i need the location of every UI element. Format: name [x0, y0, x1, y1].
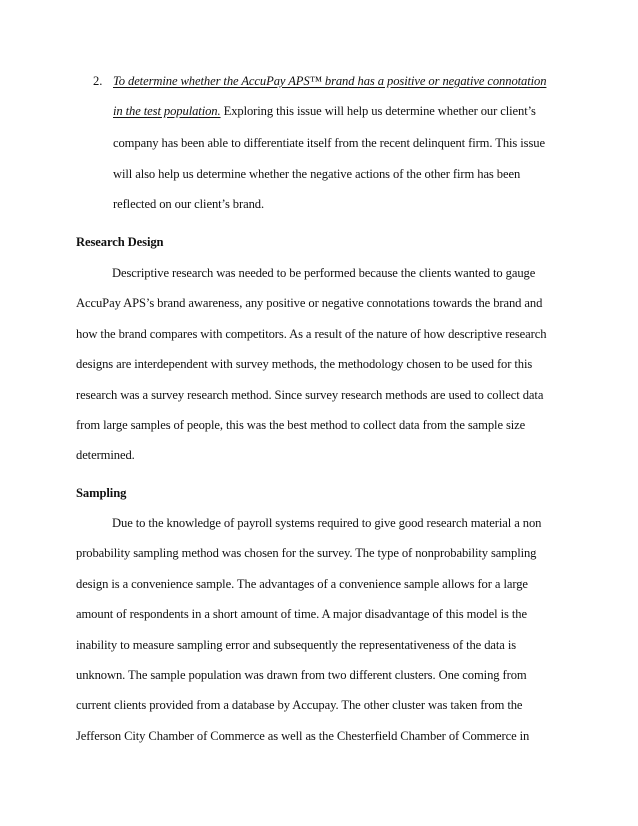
- list-item-line3: company has been able to differentiate itself from the recent delinquent firm. This issue: [113, 136, 545, 150]
- list-item-line5: reflected on our client’s brand.: [113, 197, 265, 211]
- research-design-line: determined.: [76, 448, 135, 462]
- sampling-line: Jefferson City Chamber of Commerce as well as the Chesterfield Chamber of Commerce in: [76, 729, 530, 743]
- sampling-line: unknown. The sample population was drawn from two different clusters. One coming from: [76, 668, 527, 682]
- research-design-line: AccuPay APS’s brand awareness, any positive or negative connotations towards the brand and: [76, 296, 543, 310]
- list-item-line2-rest: Exploring this issue will help us determine whether our client’s: [220, 104, 536, 118]
- research-design-line: research was a survey research method. Since survey research methods are used to collect data: [76, 388, 544, 402]
- sampling-line: design is a convenience sample. The advantages of a convenience sample allows for a large: [76, 577, 528, 591]
- sampling-line: inability to measure sampling error and subsequently the representativeness of the data is: [76, 638, 517, 652]
- sampling-line: amount of respondents in a short amount of time. A major disadvantage of this model is the: [76, 607, 527, 621]
- section-heading-research-design: Research Design: [76, 235, 164, 249]
- list-item-line2: [113, 103, 536, 119]
- sampling-line: current clients provided from a database by Accupay. The other cluster was taken from the: [76, 698, 523, 712]
- list-item-title-line2: in the test population.: [113, 104, 221, 118]
- list-item-number: 2.: [93, 74, 103, 88]
- research-design-line: designs are interdependent with survey methods, the methodology chosen to be used for this: [76, 357, 533, 371]
- research-design-line: Descriptive research was needed to be performed because the clients wanted to gauge: [112, 266, 536, 280]
- research-design-line: how the brand compares with competitors. As a result of the nature of how descriptive research: [76, 327, 547, 341]
- sampling-line: Due to the knowledge of payroll systems required to give good research material a non: [112, 516, 542, 530]
- research-design-line: from large samples of people, this was the best method to collect data from the sample size: [76, 418, 526, 432]
- list-item-title-line1: To determine whether the AccuPay APS™ brand has a positive or negative connotation: [113, 74, 547, 88]
- sampling-line: probability sampling method was chosen for the survey. The type of nonprobability sampling: [76, 546, 537, 560]
- list-item-line4: will also help us determine whether the negative actions of the other firm has been: [113, 167, 521, 181]
- section-heading-sampling: Sampling: [76, 486, 127, 500]
